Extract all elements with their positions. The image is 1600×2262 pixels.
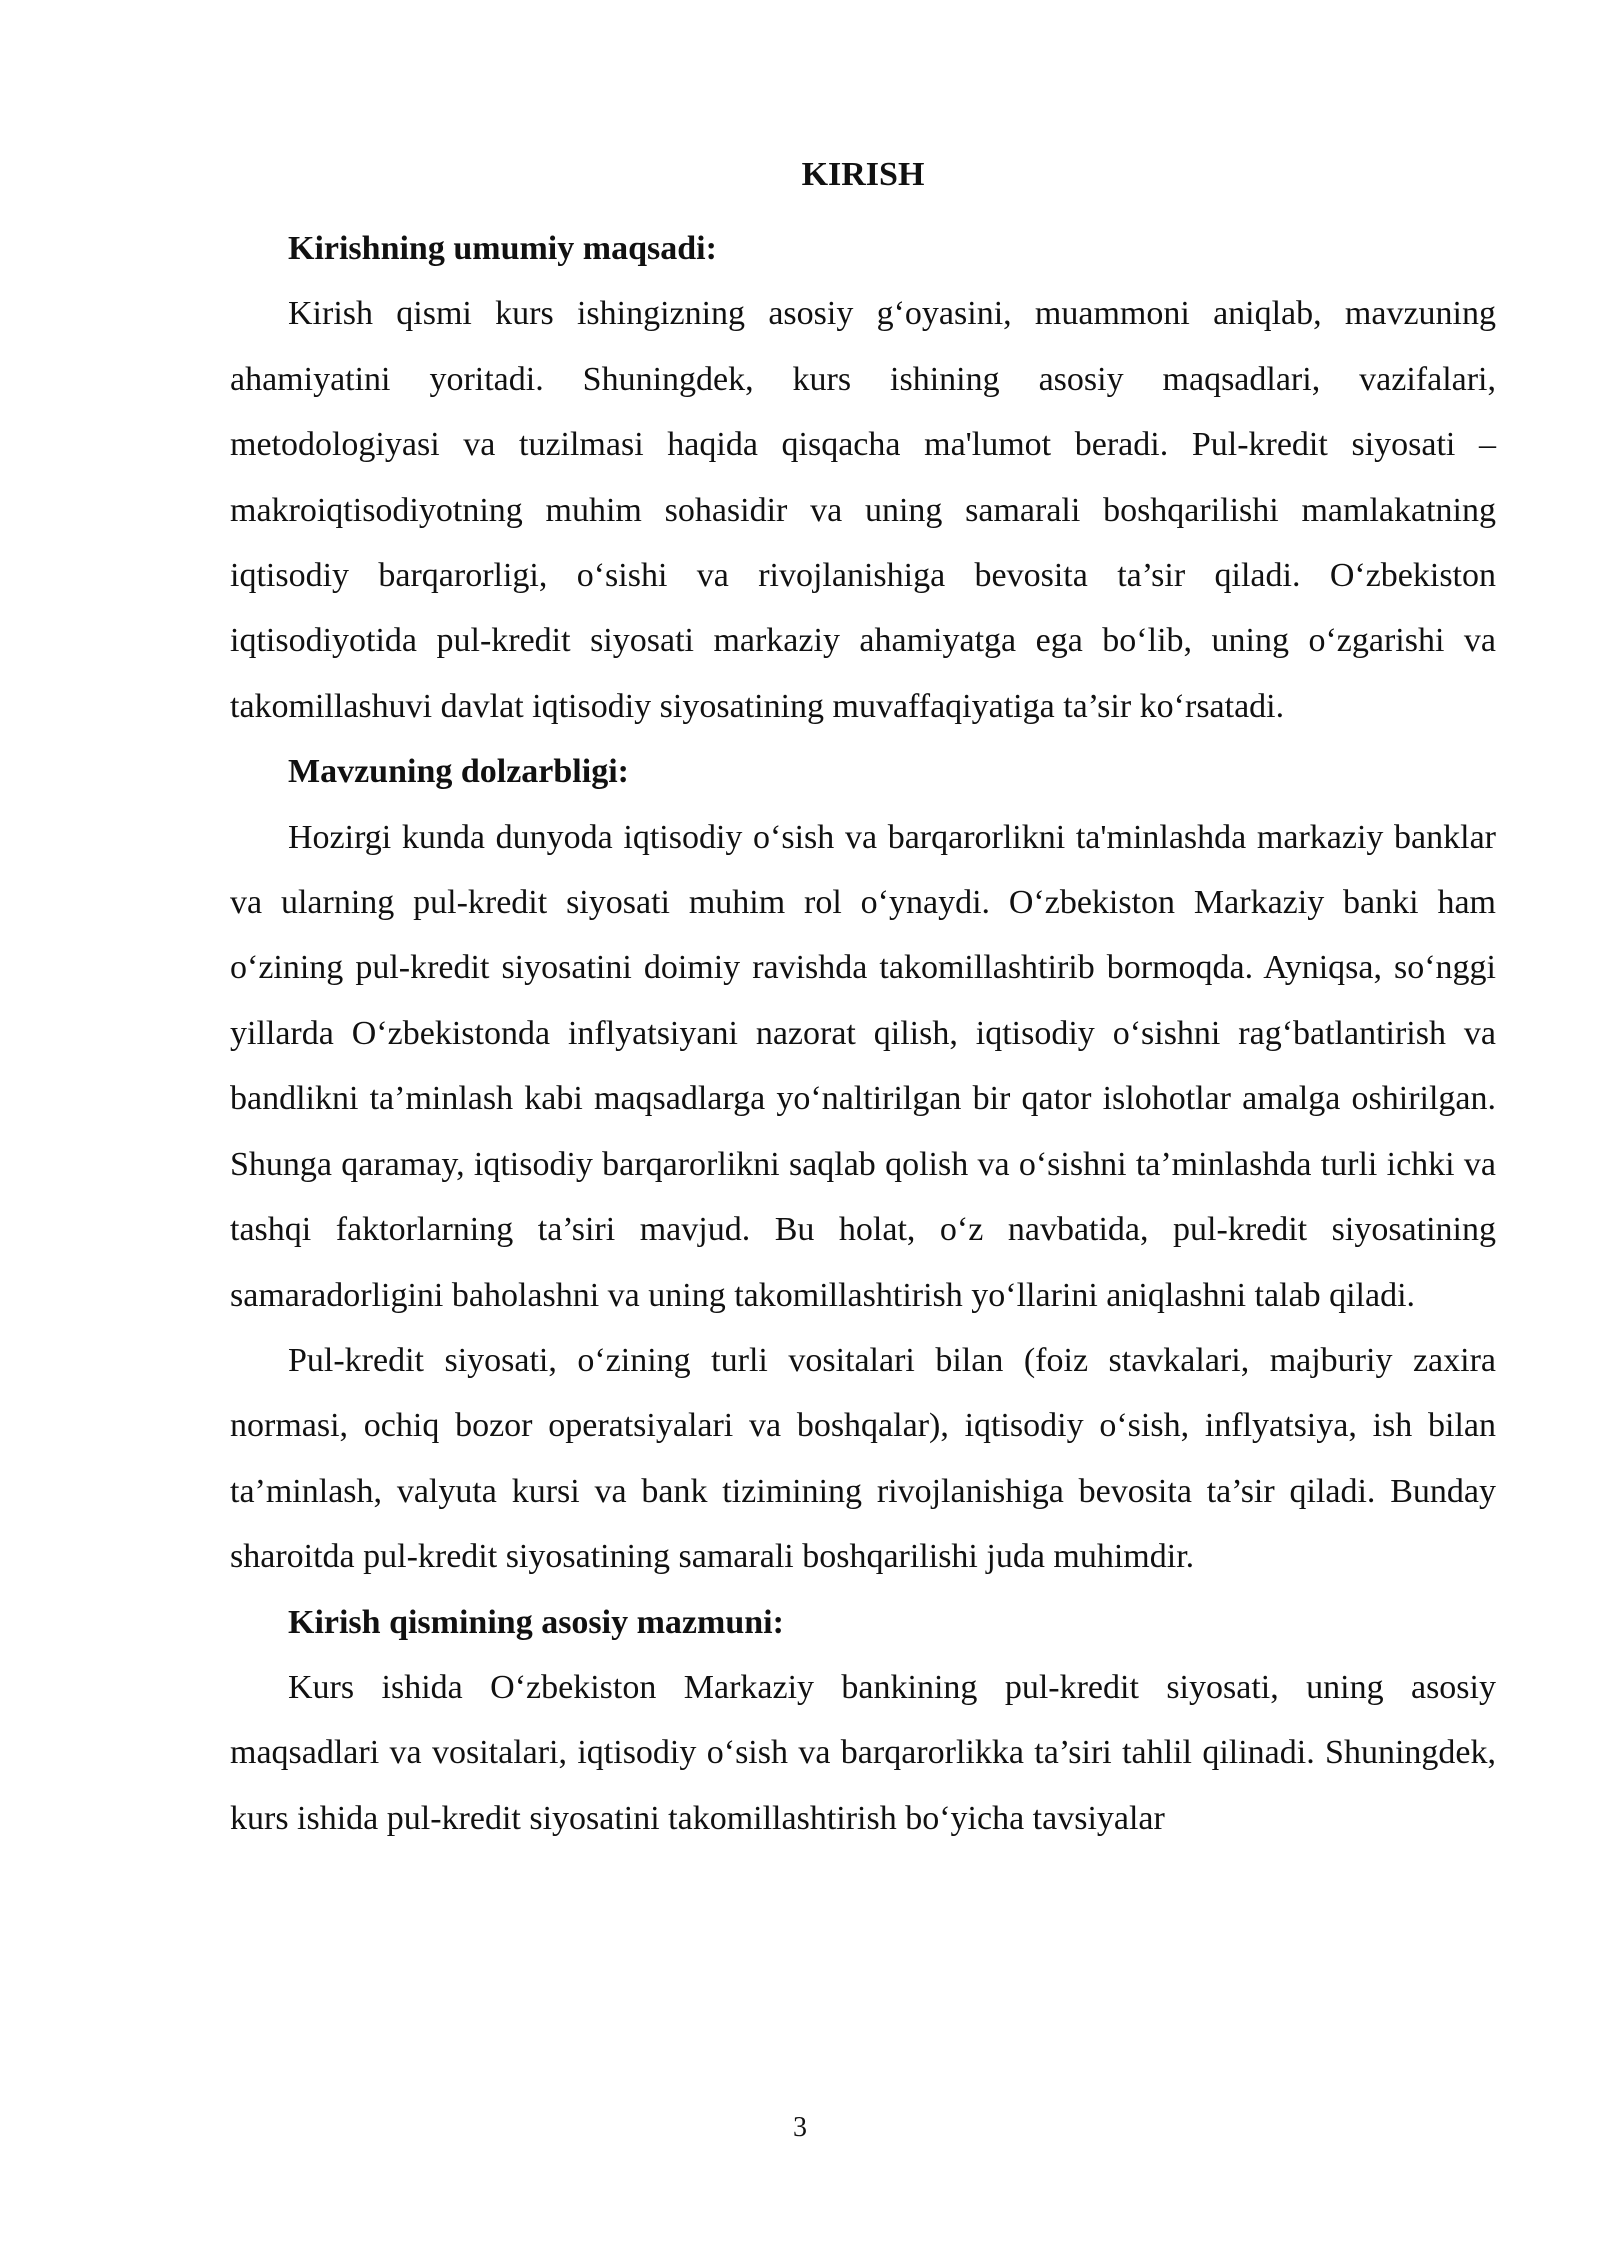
- body-paragraph: Pul-kredit siyosati, o‘zining turli vositalari bilan (foiz stavkalari, majburiy zaxira normasi, ochiq bozor operatsiyalari va boshqalar), iqtisodiy o‘sish, inflyatsiya, ish bilan ta’minlash, valyuta kursi va bank tizimining rivojlanishiga bevosita ta’sir qiladi. Bunday sharoitda pul-kredit siyosatining samarali boshqarilishi juda muhimdir.: [230, 1341, 1496, 1576]
- page-number: 3: [793, 2112, 807, 2143]
- body-paragraph: Hozirgi kunda dunyoda iqtisodiy o‘sish va barqarorlikni ta'minlashda markaziy banklar va ularning pul-kredit siyosati muhim rol o‘ynaydi. O‘zbekiston Markaziy banki ham o‘zining pul-kredit siyosatini doimiy ravishda takomillashtirib bormoqda. Ayniqsa, so‘nggi yillarda O‘zbekistonda inflyatsiyani nazorat qilish, iqtisodiy o‘sishni rag‘batlantirish va bandlikni ta’minlash kabi maqsadlarga yo‘naltirilgan bir qator islohotlar amalga oshirilgan. Shunga qaramay, iqtisodiy barqarorlikni saqlab qolish va o‘sishni ta’minlashda turli ichki va tashqi faktorlarning ta’siri mavjud. Bu holat, o‘z navbatida, pul-kredit siyosatining samaradorligini baholashni va uning takomillashtirish yo‘llarini aniqlashni talab qiladi.: [230, 818, 1496, 1314]
- section-main-content: [230, 1590, 1496, 1852]
- section-general-purpose: [230, 216, 1496, 739]
- section-heading: Kirishning umumiy maqsadi:: [288, 230, 717, 267]
- body-paragraph: Kirish qismi kurs ishingizning asosiy g‘oyasini, muammoni aniqlab, mavzuning ahamiyatini yoritadi. Shuningdek, kurs ishining asosiy maqsadlari, vazifalari, metodologiyasi va tuzilmasi haqida qisqacha ma'lumot beradi. Pul-kredit siyosati – makroiqtisodiyotning muhim sohasidir va uning samarali boshqarilishi mamlakatning iqtisodiy barqarorligi, o‘sishi va rivojlanishiga bevosita ta’sir qiladi. O‘zbekiston iqtisodiyotida pul-kredit siyosati markaziy ahamiyatga ega bo‘lib, uning o‘zgarishi va takomillashuvi davlat iqtisodiy siyosatining muvaffaqiyatiga ta’sir ko‘rsatadi.: [230, 295, 1496, 725]
- body-paragraph: Kurs ishida O‘zbekiston Markaziy bankining pul-kredit siyosati, uning asosiy maqsadlari va vositalari, iqtisodiy o‘sish va barqarorlikka ta’siri tahlil qilinadi. Shuningdek, kurs ishida pul-kredit siyosatini takomillashtirish bo‘yicha tavsiyalar: [230, 1668, 1496, 1837]
- section-heading: Kirish qismining asosiy mazmuni:: [288, 1603, 784, 1641]
- section-relevance: [230, 739, 1496, 1589]
- document-page: [230, 150, 1496, 1851]
- section-heading: Mavzuning dolzarbligi:: [288, 753, 629, 791]
- page-title: KIRISH: [801, 156, 925, 193]
